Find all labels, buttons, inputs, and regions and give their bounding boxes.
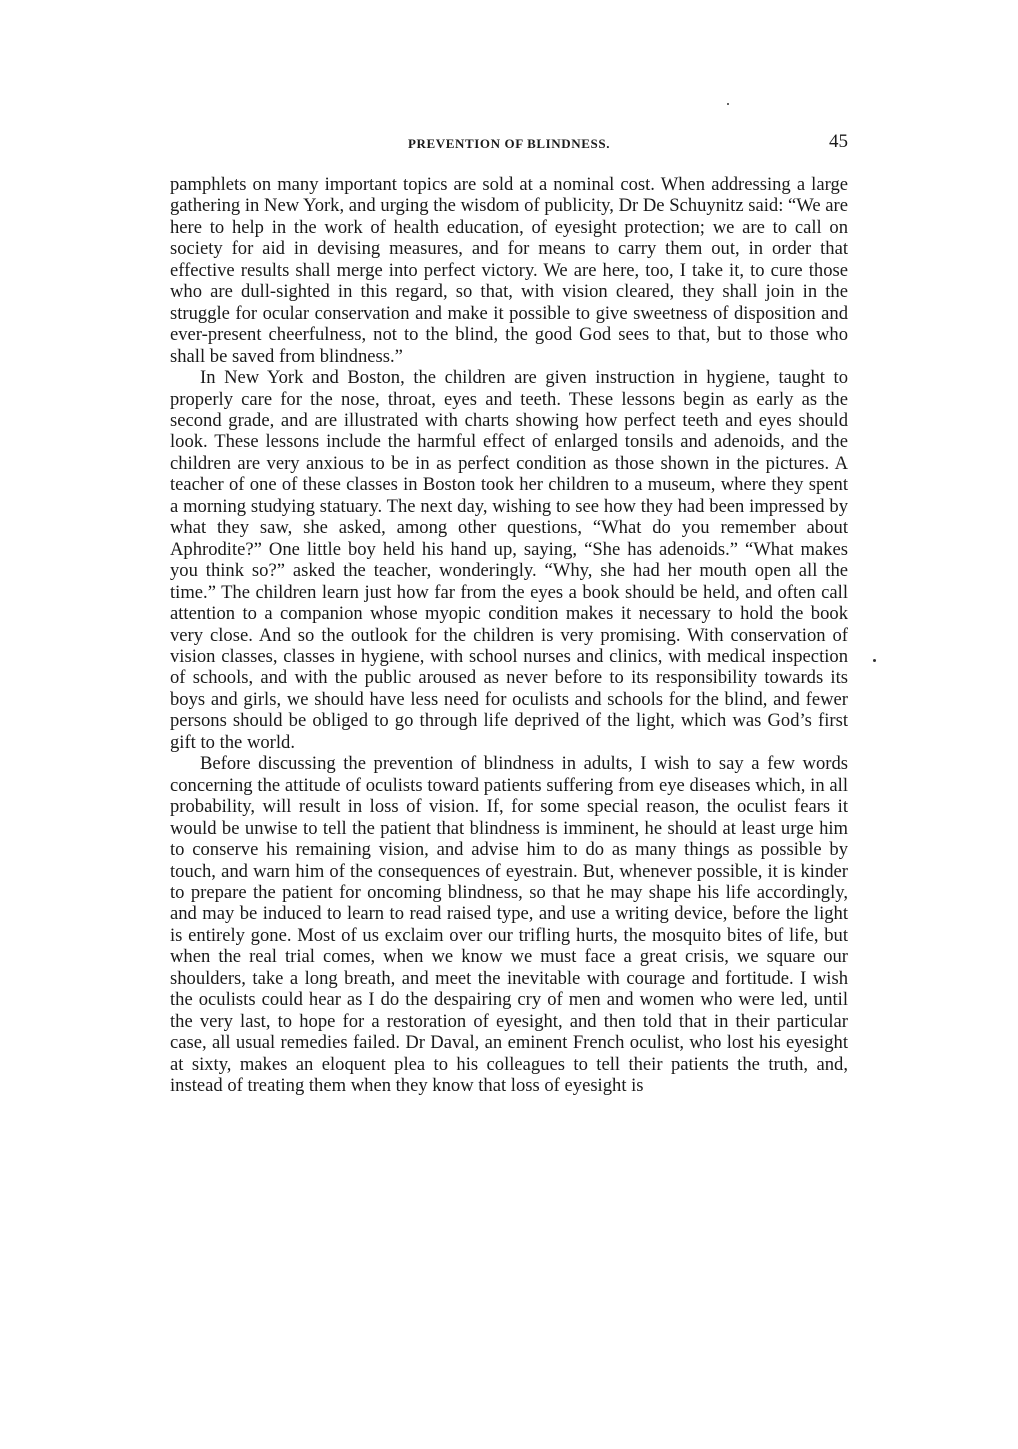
running-title: PREVENTION OF BLINDNESS. (407, 136, 611, 151)
paragraph-2: In New York and Boston, the children are given instruction in hygiene, taught to properly care for the nose, throat, eyes and teeth. These lessons begin as early as the second grade, and are illustrated with charts showing how perfect teeth and eyes should look. These lessons include the harmful effect of enlarged tonsils and adenoids, and the children are very anxious to be in as perfect condition as those shown in the pictures. A teacher of one of these classes in Boston took her children to a museum, where they spent a morning studying statuary. The next day, wishing to see how they had been impressed by what they saw, she asked, among other questions, “What do you remember about Aphrodite?” One little boy held his hand up, saying, “She has adenoids.” “What makes you think so?” asked the teacher, wonderingly. “Why, she had her mouth open all the time.” The children learn just how far from the eyes a book should be held, and often call attention to a companion whose myopic condition makes it necessary to hold the book very close. And so the outlook for the children is very promising. With conservation of vision classes, classes in hygiene, with school nurses and clinics, with medical inspection of schools, and with the public aroused as never before to its responsibility towards its boys and girls, we should have less need for oculists and schools for the blind, and fewer persons should be obliged to go through life deprived of the light, which was God’s first gift to the world. (170, 367, 848, 753)
scan-speck (727, 103, 729, 105)
body-text (170, 174, 848, 1096)
scan-speck (873, 659, 876, 662)
page-number: 45 (829, 131, 848, 152)
paragraph-3: Before discussing the prevention of blindness in adults, I wish to say a few words concerning the attitude of oculists toward patients suffering from eye diseases which, in all probability, will result in loss of vision. If, for some special reason, the oculist fears it would be unwise to tell the patient that blindness is imminent, he should at least urge him to conserve his remaining vision, and advise him to do as many things as possible by touch, and warn him of the consequences of eyestrain. But, whenever possible, it is kinder to prepare the patient for oncoming blindness, so that he may shape his life accordingly, and may be induced to learn to read raised type, and use a writing device, before the light is entirely gone. Most of us exclaim over our trifling hurts, the mosquito bites of life, but when the real trial comes, when we know we must face a great crisis, we square our shoulders, take a long breath, and meet the inevitable with courage and fortitude. I wish the oculists could hear as I do the despairing cry of men and women who were led, until the very last, to hope for a restoration of eyesight, and then told that in their particular case, all usual remedies failed. Dr Daval, an eminent French oculist, who lost his eyesight at sixty, makes an eloquent plea to his colleagues to tell their patients the truth, and, instead of treating them when they know that loss of eyesight is (170, 753, 848, 1097)
paragraph-1: pamphlets on many important topics are sold at a nominal cost. When addressing a large gathering in New York, and urging the wisdom of publicity, Dr De Schuynitz said: “We are here to help in the work of health education, of eyesight protection; we are to call on society for aid in devising measures, and for means to carry them out, in order that effective results shall merge into perfect victory. We are here, too, I take it, to cure those who are dull-sighted in this regard, so that, with vision cleared, they shall join in the struggle for ocular conservation and make it possible to give sweetness of disposition and ever-present cheerfulness, not to the blind, the good God sees to that, but to those who shall be saved from blindness.” (170, 174, 848, 367)
running-header (170, 132, 848, 156)
